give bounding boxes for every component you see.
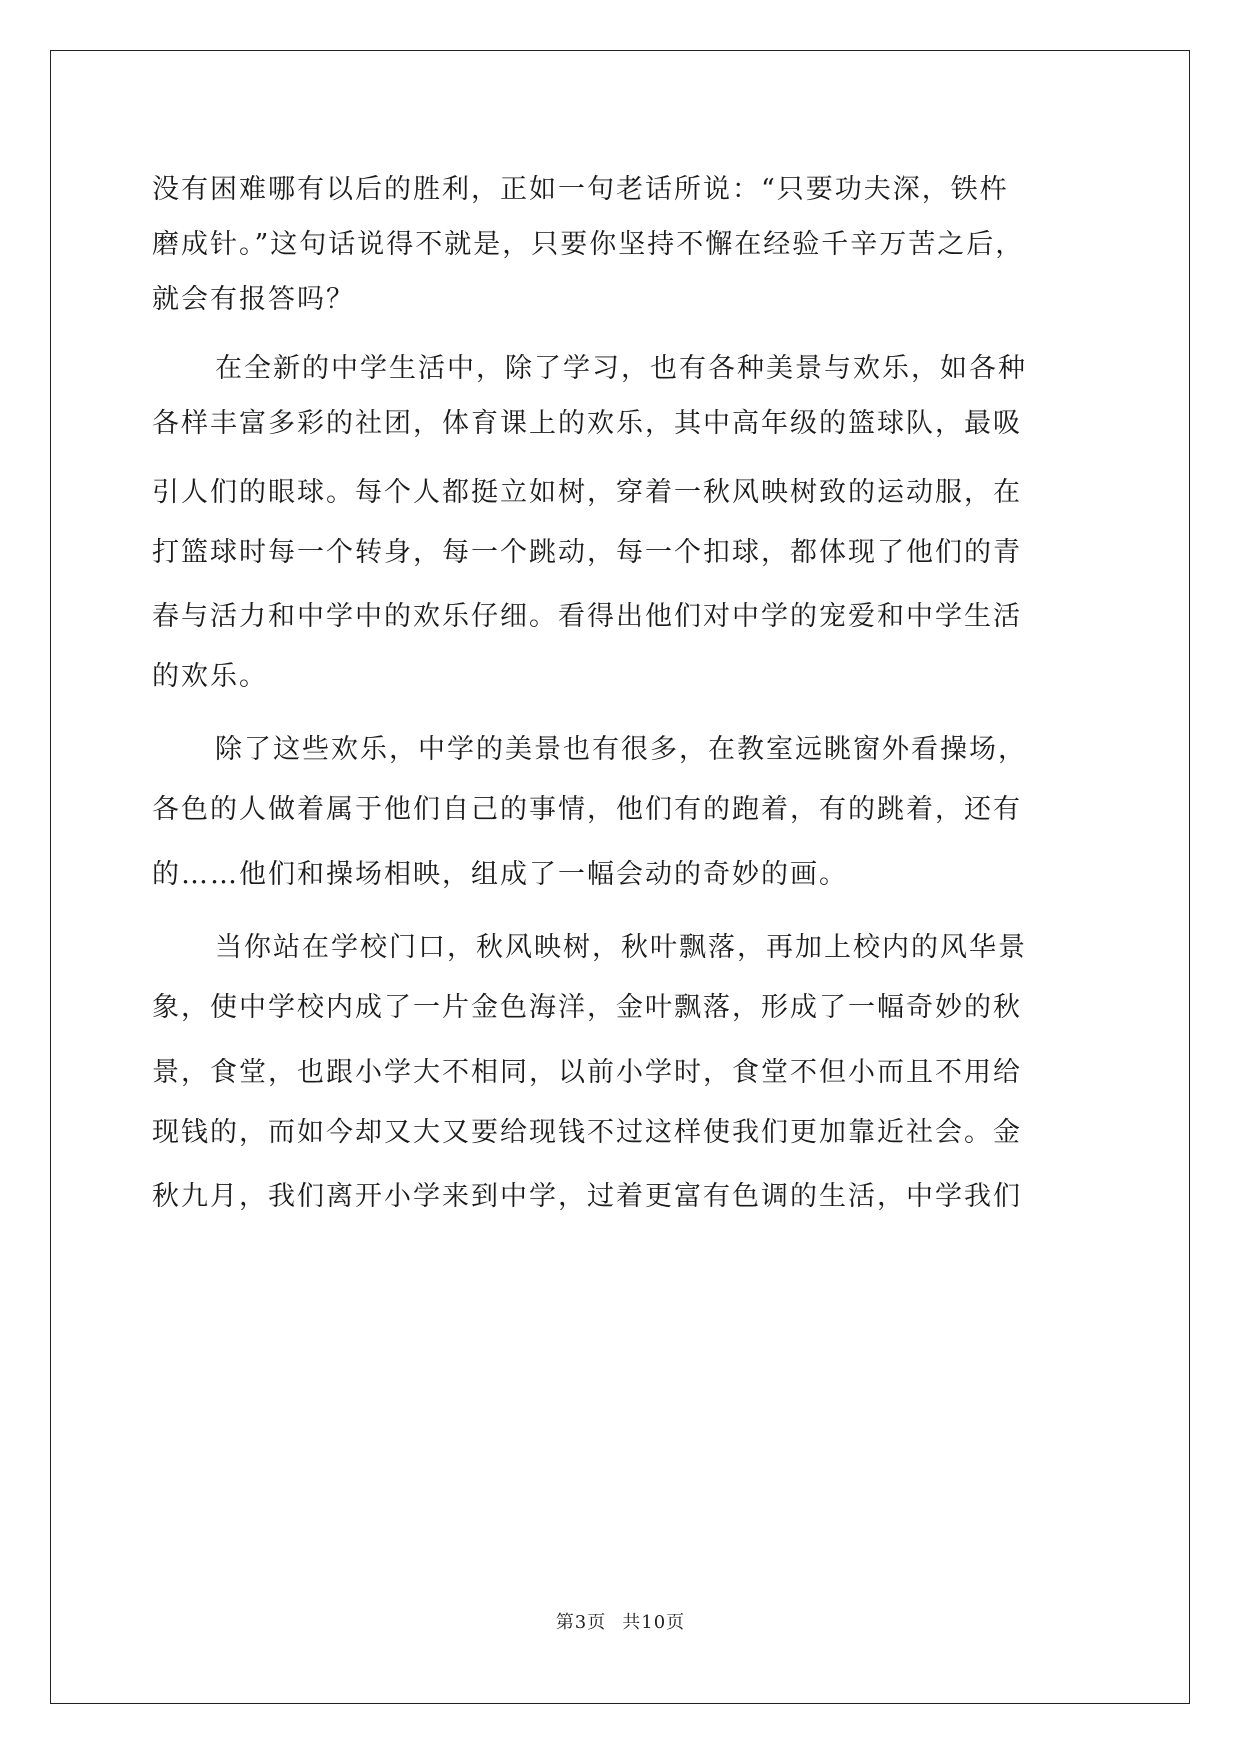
text-line: 在全新的中学生活中，除了学习，也有各种美景与欢乐，如各种 bbox=[215, 353, 1027, 384]
text-line: 现钱的，而如今却又大又要给现钱不过这样使我们更加靠近社会。金 bbox=[152, 1117, 1022, 1148]
text-line: 引人们的眼球。每个人都挺立如树，穿着一秋风映树致的运动服，在 bbox=[152, 477, 1022, 508]
text-line: 就会有报答吗？ bbox=[152, 284, 355, 315]
text-line: 没有困难哪有以后的胜利，正如一句老话所说：“只要功夫深，铁杵 bbox=[152, 174, 1009, 205]
text-line: 当你站在学校门口，秋风映树，秋叶飘落，再加上校内的风华景 bbox=[215, 932, 1027, 963]
text-line: 打篮球时每一个转身，每一个跳动，每一个扣球，都体现了他们的青 bbox=[152, 537, 1022, 568]
text-line: 的……他们和操场相映，组成了一幅会动的奇妙的画。 bbox=[152, 859, 848, 890]
text-line: 景，食堂，也跟小学大不相同，以前小学时，食堂不但小而且不用给 bbox=[152, 1057, 1022, 1088]
text-line: 各样丰富多彩的社团，体育课上的欢乐，其中高年级的篮球队，最吸 bbox=[152, 408, 1022, 439]
page-total: 共10页 bbox=[622, 1612, 686, 1633]
text-line: 除了这些欢乐，中学的美景也有很多，在教室远眺窗外看操场， bbox=[215, 734, 1027, 765]
text-line: 象，使中学校内成了一片金色海洋，金叶飘落，形成了一幅奇妙的秋 bbox=[152, 992, 1022, 1023]
page-footer bbox=[0, 1611, 1241, 1635]
text-line: 春与活力和中学中的欢乐仔细。看得出他们对中学的宠爱和中学生活 bbox=[152, 601, 1022, 632]
page-number: 第3页 bbox=[555, 1612, 607, 1633]
text-line: 磨成针。”这句话说得不就是，只要你坚持不懈在经验千辛万苦之后， bbox=[152, 229, 1025, 260]
text-line: 各色的人做着属于他们自己的事情，他们有的跑着，有的跳着，还有 bbox=[152, 794, 1022, 825]
text-line: 秋九月，我们离开小学来到中学，过着更富有色调的生活，中学我们 bbox=[152, 1181, 1022, 1212]
text-line: 的欢乐。 bbox=[152, 661, 268, 692]
